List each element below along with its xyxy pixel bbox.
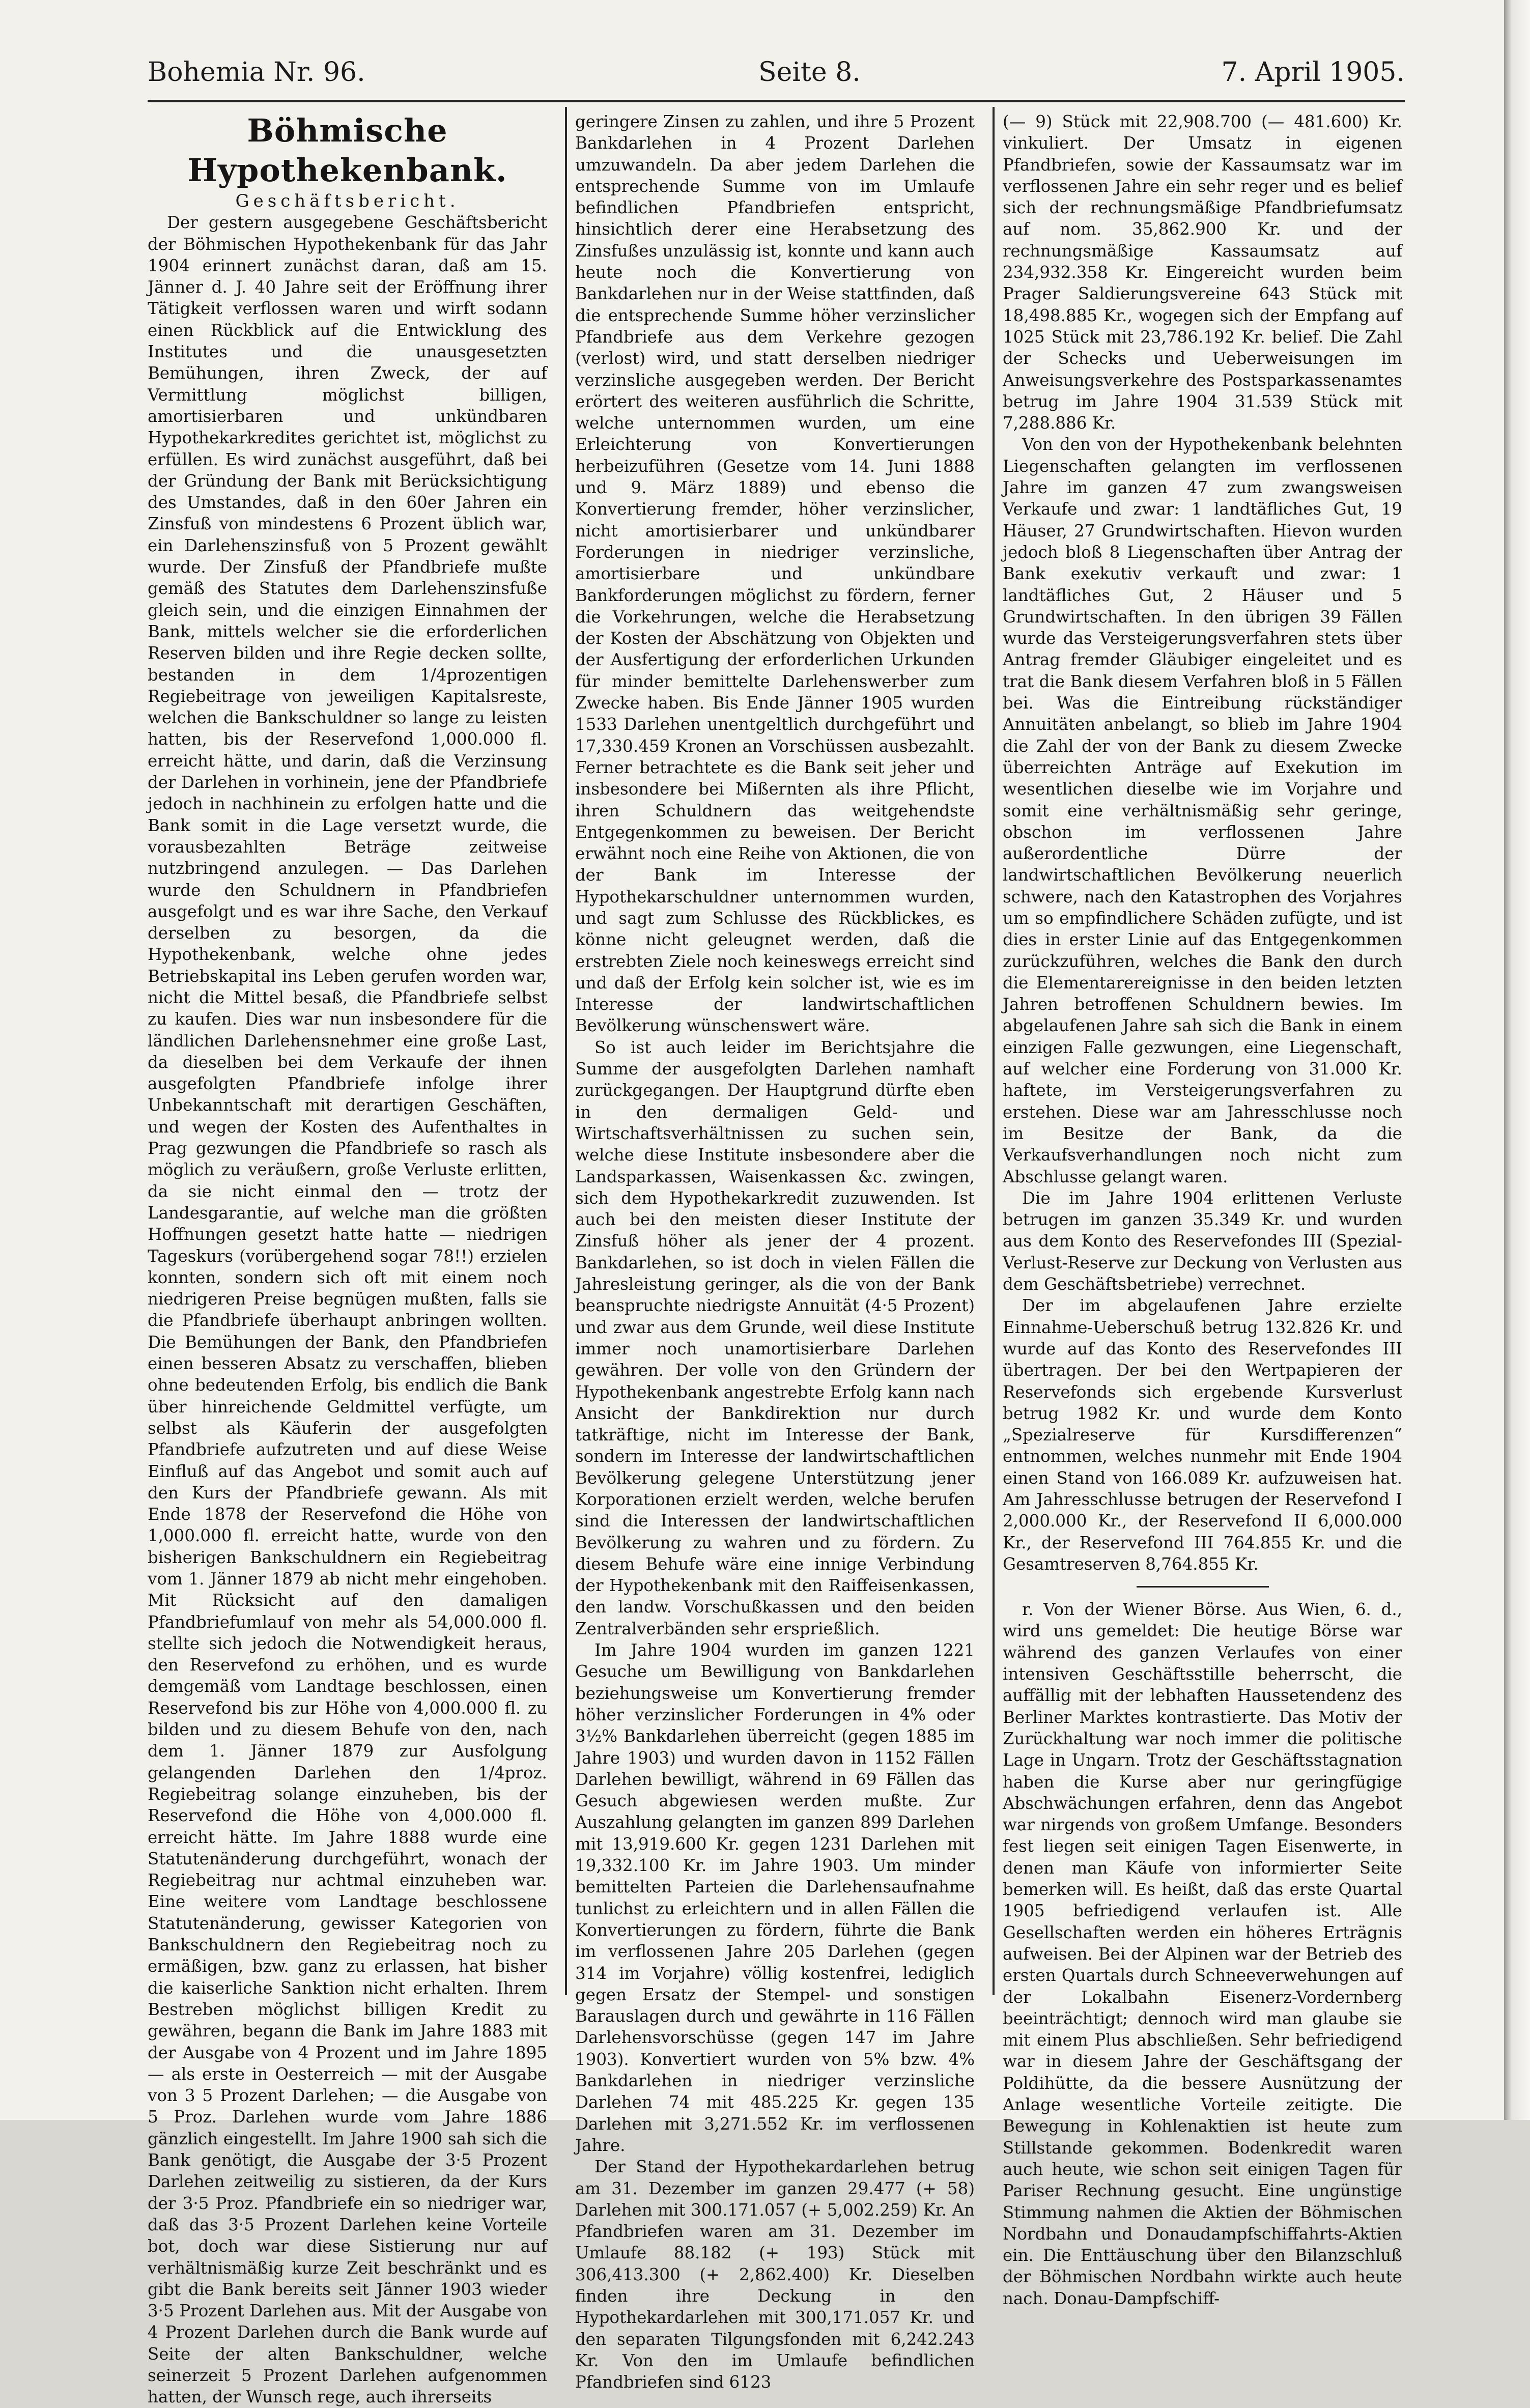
- article-paragraph: So ist auch leider im Berichtsjahre die Summe der ausgefolgten Darlehen namhaft zurückgegangen. Der Hauptgrund dürfte eben in den dermaligen Geld- und Wirtschaftsverhältnissen zu suchen sein, welche diese Institute insbesondere aber die Landsparkassen, Waisenkassen &c. zwingen, sich dem Hypothekarkredit zuzuwenden. Ist auch bei den meisten dieser Institute der Zinsfuß höher als jener der 4 prozent. Bankdarlehen, so ist doch in vielen Fällen die Jahresleistung geringer, als die von der Bank beanspruchte niedrigste Annuität (4·5 Prozent) und zwar aus dem Grunde, weil diese Institute immer noch unamortisierbare Darlehen gewähren. Der volle von den Gründern der Hypothekenbank angestrebte Erfolg kann nach Ansicht der Bankdirektion nur durch tatkräftige, nicht im Interesse der Bank, sondern im Interesse der landwirtschaftlichen Bevölkerung gelegene Unterstützung jener Korporationen erzielt werden, welche berufen sind die Interessen der landwirtschaftlichen Bevölkerung zu wahren und zu fördern. Zu diesem Behufe wäre eine innige Verbindung der Hypothekenbank mit den Raiffeisenkassen, den landw. Vorschußkassen und den beiden Zentralverbänden sehr ersprießlich.: [575, 1037, 975, 1638]
- column-3: [1003, 111, 1402, 2308]
- column-divider: [565, 107, 567, 1995]
- page-header: [148, 57, 1405, 98]
- header-page-number: Seite 8.: [758, 57, 861, 88]
- column-2: [575, 111, 975, 2392]
- article-subtitle: Geschäftsbericht.: [235, 191, 460, 211]
- article-paragraph: Der im abgelaufenen Jahre erzielte Einnahme-Ueberschuß betrug 132.826 Kr. und wurde auf das Konto des Reservefondes III übertragen. Der bei den Wertpapieren der Reservefonds sich ergebende Kursverlust betrug 1982 Kr. und wurde dem Konto „Spezialreserve für Kursdifferenzen“ entnommen, welches nunmehr mit Ende 1904 einen Stand von 166.089 Kr. aufzuweisen hat. Am Jahresschlusse betrugen der Reservefond I 2,000.000 Kr., der Reservefond II 6,000.000 Kr., der Reservefond III 764.855 Kr. und die Gesamtreserven 8,764.855 Kr.: [1003, 1296, 1402, 1574]
- page-edge: [1504, 0, 1530, 2120]
- article-paragraph: Von den von der Hypothekenbank belehnten Liegenschaften gelangten im verflossenen Jahre im ganzen 47 zum zwangsweisen Verkaufe und zwar: 1 landtäfliches Gut, 19 Häuser, 27 Grundwirtschaften. Hievon wurden jedoch bloß 8 Liegenschaften über Antrag der Bank exekutiv verkauft und zwar: 1 landtäfliches Gut, 2 Häuser und 5 Grundwirtschaften. In den übrigen 39 Fällen wurde das Versteigerungsverfahren stets über Antrag fremder Gläubiger eingeleitet und es trat die Bank diesem Verfahren bloß in 5 Fällen bei. Was die Eintreibung rückständiger Annuitäten anbelangt, so blieb im Jahre 1904 die Zahl der von der Bank zu diesem Zwecke überreichten Anträge auf Exekution im wesentlichen dieselbe wie im Vorjahre und somit eine verhältnismäßig sehr geringe, obschon im verflossenen Jahre außerordentliche Dürre der landwirtschaftlichen Bevölkerung neuerlich schwere, nach den Katastrophen des Vorjahres um so empfindlichere Schäden zufügte, und ist dies in erster Linie auf das Entgegenkommen zurückzuführen, welches die Bank den durch die Elementarereignisse in den beiden letzten Jahren betroffenen Schuldnern bewies. Im abgelaufenen Jahre sah sich die Bank in einem einzigen Falle gezwungen, eine Liegenschaft, auf welcher eine Forderung von 31.000 Kr. haftete, im Versteigerungsverfahren zu erstehen. Diese war am Jahresschlusse noch im Besitze der Bank, da die Verkaufsverhandlungen noch nicht zum Abschlusse gelangt waren.: [1003, 435, 1402, 1186]
- article-paragraph: geringere Zinsen zu zahlen, und ihre 5 Prozent Bankdarlehen in 4 Prozent Darlehen umzuwandeln. Da aber jedem Darlehen die entsprechende Summe von im Umlaufe befindlichen Pfandbriefen entspricht, hinsichtlich derer eine Herabsetzung des Zinsfußes unzulässig ist, konnte und kann auch heute noch die Konvertierung von Bankdarlehen nur in der Weise stattfinden, daß die entsprechende Summe höher verzinslicher Pfandbriefe aus dem Verkehre gezogen (verlost) wird, und statt derselben niedriger verzinsliche ausgegeben werden. Der Bericht erörtert des weiteren ausführlich die Schritte, welche unternommen wurden, um eine Erleichterung von Konvertierungen herbeizuführen (Gesetze vom 14. Juni 1888 und 9. März 1889) und ebenso die Konvertierung fremder, höher verzinslicher, nicht amortisierbarer und unkündbarer Forderungen in niedriger verzinsliche, amortisierbare und unkündbare Bankforderungen möglichst zu fördern, ferner die Vorkehrungen, welche die Herabsetzung der Kosten der Abschätzung von Objekten und der Ausfertigung der erforderlichen Urkunden für minder bemittelte Darlehenswerber zum Zwecke haben. Bis Ende Jänner 1905 wurden 1533 Darlehen unentgeltlich durchgeführt und 17,330.459 Kronen an Vorschüssen ausbezahlt. Ferner betrachtete es die Bank seit jeher und insbesondere bei Mißernten als ihre Pflicht, ihren Schuldnern das weitgehendste Entgegenkommen zu beweisen. Der Bericht erwähnt noch eine Reihe von Aktionen, die von der Bank im Interesse der Hypothekarschuldner unternommen wurden, und sagt zum Schlusse des Rückblickes, es könne nicht geleugnet werden, daß die erstrebten Ziele noch keineswegs erreicht sind und daß der Erfolg kein solcher ist, wie es im Interesse der landwirtschaftlichen Bevölkerung wünschenswert wäre.: [575, 112, 975, 1036]
- article-separator: [1137, 1586, 1269, 1588]
- article-paragraph: Der gestern ausgegebene Geschäftsbericht der Böhmischen Hypothekenbank für das Jahr 1904 erinnert zunächst daran, daß am 15. Jänner d. J. 40 Jahre seit der Eröffnung ihrer Tätigkeit verflossen waren und wirft sodann einen Rückblick auf die Entwicklung des Institutes und die unausgesetzten Bemühungen, ihren Zweck, der auf Vermittlung möglichst billigen, amortisierbaren und unkündbaren Hypothekarkredites gerichtet ist, möglichst zu erfüllen. Es wird zunächst ausgeführt, daß bei der Gründung der Bank mit Berücksichtigung des Umstandes, daß in den 60er Jahren ein Zinsfuß von mindestens 6 Prozent üblich war, ein Darlehenszinsfuß von 5 Prozent gewählt wurde. Der Zinsfuß der Pfandbriefe mußte gemäß des Statutes dem Darlehenszinsfuße gleich sein, und die einzigen Einnahmen der Bank, mittels welcher sie die erforderlichen Reserven bilden und ihre Regie decken sollte, bestanden in dem 1/4prozentigen Regiebeitrage von jeweiligen Kapitalsreste, welchen die Bankschuldner so lange zu leisten hatten, bis der Reservefond 1,000.000 fl. erreicht hätte, und darin, daß die Verzinsung der Darlehen in vorhinein, jene der Pfandbriefe jedoch in nachhinein zu erfolgen hatte und die Bank somit in die Lage versetzt wurde, die vorausbezahlten Beträge zeitweise nutzbringend anzulegen. — Das Darlehen wurde den Schuldnern in Pfandbriefen ausgefolgt und es war ihre Sache, den Verkauf derselben zu besorgen, da die Hypothekenbank, welche ohne jedes Betriebskapital ins Leben gerufen worden war, nicht die Mittel besaß, die Pfandbriefe selbst zu kaufen. Dies war nun insbesondere für die ländlichen Darlehensnehmer eine große Last, da dieselben bei dem Verkaufe der ihnen ausgefolgten Pfandbriefe infolge ihrer Unbekanntschaft mit derartigen Geschäften, und wegen der Kosten des Aufenthaltes in Prag gezwungen die Pfandbriefe so rasch als möglich zu veräußern, große Verluste erlitten, da sie nicht einmal den — trotz der Landesgarantie, auf welche man die größten Hoffnungen gesetzt hatte hatte — niedrigen Tageskurs (vorübergehend sogar 78!!) erzielen konnten, sondern sich oft mit einem noch niedrigeren Preise begnügen mußten, falls sie die Pfandbriefe überhaupt anbringen wollten. Die Bemühungen der Bank, den Pfandbriefen einen besseren Absatz zu verschaffen, blieben ohne bedeutenden Erfolg, bis endlich die Bank über hinreichende Geldmittel verfügte, um selbst als Käuferin der ausgefolgten Pfandbriefe aufzutreten und auf diese Weise Einfluß auf das Angebot und somit auch auf den Kurs der Pfandbriefe gewann. Als mit Ende 1878 der Reservefond die Höhe von 1,000.000 fl. erreicht hatte, wurde von den bisherigen Bankschuldnern ein Regiebeitrag vom 1. Jänner 1879 ab nicht mehr eingehoben. Mit Rücksicht auf den damaligen Pfandbriefumlauf von mehr als 54,000.000 fl. stellte sich jedoch die Notwendigkeit heraus, den Reservefond zu erhöhen, und es wurde demgemäß vom Landtage beschlossen, einen Reservefond bis zur Höhe von 4,000.000 fl. zu bilden und zu diesem Behufe von den, nach dem 1. Jänner 1879 zur Ausfolgung gelangenden Darlehen den 1/4proz. Regiebeitrag solange einzuheben, bis der Reservefond die Höhe von 4,000.000 fl. erreicht hätte. Im Jahre 1888 wurde eine Statutenänderung durchgeführt, wonach der Regiebeitrag nur achtmal einzuheben war. Eine weitere vom Landtage beschlossene Statutenänderung, gewisser Kategorien von Bankschuldnern den Regiebeitrag noch zu ermäßigen, bzw. ganz zu erlassen, hat bisher die kaiserliche Sanktion nicht erhalten. Ihrem Bestreben möglichst billigen Kredit zu gewähren, begann die Bank im Jahre 1883 mit der Ausgabe von 4 Prozent und im Jahre 1895 — als erste in Oesterreich — mit der Ausgabe von 3 5 Prozent Darlehen; — die Ausgabe von 5 Proz. Darlehen wurde vom Jahre 1886 gänzlich eingestellt. Im Jahre 1900 sah sich die Bank genötigt, die Ausgabe der 3·5 Prozent Darlehen zeitweilig zu sistieren, da der Kurs der 3·5 Proz. Pfandbriefe ein so niedriger war, daß das 3·5 Prozent Darlehen keine Vorteile bot, doch war diese Sistierung nur auf verhältnismäßig kurze Zeit beschränkt und es gibt die Bank bereits seit Jänner 1903 wieder 3·5 Prozent Darlehen aus. Mit der Ausgabe von 4 Prozent Darlehen durch die Bank wurde auf Seite der alten Bankschuldner, welche seinerzeit 5 Prozent Darlehen aufgenommen hatten, der Wunsch rege, auch ihrerseits: [148, 213, 547, 2407]
- article-paragraph: Die im Jahre 1904 erlittenen Verluste betrugen im ganzen 35.349 Kr. und wurden aus dem Konto des Reservefondes III (Spezial-Verlust-Reserve zur Deckung von Verlusten aus dem Geschäftsbetriebe) verrechnet.: [1003, 1188, 1402, 1294]
- column-divider: [993, 107, 995, 1995]
- header-issue: Bohemia Nr. 96.: [148, 57, 365, 88]
- article-paragraph: (— 9) Stück mit 22,908.700 (— 481.600) Kr. vinkuliert. Der Umsatz in eigenen Pfandbriefen, sowie der Kassaumsatz war im verflossenen Jahre ein sehr reger und es belief sich der rechnungsmäßige Pfandbriefumsatz auf nom. 35,862.900 Kr. und der rechnungsmäßige Kassaumsatz auf 234,932.358 Kr. Eingereicht wurden beim Prager Saldierungsvereine 643 Stück mit 18,498.885 Kr., wogegen sich der Empfang auf 1025 Stück mit 23,786.192 Kr. belief. Die Zahl der Schecks und Ueberweisungen im Anweisungsverkehre des Postsparkassenamtes betrug im Jahre 1904 31.539 Stück mit 7,288.886 Kr.: [1003, 112, 1402, 433]
- header-rule: [148, 100, 1405, 102]
- article-paragraph: r. Von der Wiener Börse. Aus Wien, 6. d., wird uns gemeldet: Die heutige Börse war während des ganzen Verlaufes von einer intensiven Geschäftsstille beherrscht, die auffällig mit der lebhaften Haussetendenz des Berliner Marktes kontrastierte. Das Motiv der Zurückhaltung war noch immer die politische Lage in Ungarn. Trotz der Geschäftsstagnation haben die Kurse aber nur geringfügige Abschwächungen erfahren, denn das Angebot war nirgends von großem Umfange. Besonders fest liegen seit einigen Tagen Eisenwerte, in denen man Käufe von informierter Seite bemerken will. Es heißt, daß das erste Quartal 1905 befriedigend verlaufen ist. Alle Gesellschaften werden ein höheres Erträgnis aufweisen. Bei der Alpinen war der Betrieb des ersten Quartals durch Schneeverwehungen auf der Lokalbahn Eisenerz-Vordernberg beeinträchtigt; dennoch wird man glaube sie mit einem Plus abschließen. Sehr befriedigend war in diesem Jahre der Geschäftsgang der Poldihütte, da die bessere Ausnützung der Anlage wesentliche Vorteile zeitigte. Die Bewegung in Kohlenaktien ist heute zum Stillstande gekommen. Bodenkredit waren auch heute, wie schon seit einigen Tagen für Pariser Rechnung gesucht. Eine ungünstige Stimmung nahmen die Aktien der Böhmischen Nordbahn und Donaudampfschiffahrts-Aktien ein. Die Enttäuschung über den Bilanzschluß der Böhmischen Nordbahn wirkte auch heute nach. Donau-Dampfschiff-: [1003, 1600, 1402, 2308]
- article-paragraph: Im Jahre 1904 wurden im ganzen 1221 Gesuche um Bewilligung von Bankdarlehen beziehungsweise um Konvertierung fremder höher verzinslicher Forderungen in 4% oder 3½% Bankdarlehen überreicht (gegen 1885 im Jahre 1903) und wurden davon in 1152 Fällen Darlehen bewilligt, während in 69 Fällen das Gesuch abgewiesen werden mußte. Zur Auszahlung gelangten im ganzen 899 Darlehen mit 13,919.600 Kr. gegen 1231 Darlehen mit 19,332.100 Kr. im Jahre 1903. Um minder bemittelten Parteien die Darlehensaufnahme tunlichst zu erleichtern und in allen Fällen die Konvertierungen zu fördern, führte die Bank im verflossenen Jahre 205 Darlehen (gegen 314 im Vorjahre) völlig kostenfrei, lediglich gegen Ersatz der Stempel- und sonstigen Barauslagen durch und gewährte in 116 Fällen Darlehensvorschüsse (gegen 147 im Jahre 1903). Konvertiert wurden von 5% bzw. 4% Bankdarlehen in niedriger verzinsliche Darlehen 74 mit 485.225 Kr. gegen 135 Darlehen mit 3,271.552 Kr. im verflossenen Jahre.: [575, 1640, 975, 2155]
- article-paragraph: Der Stand der Hypothekardarlehen betrug am 31. Dezember im ganzen 29.477 (+ 58) Darlehen mit 300.171.057 (+ 5,002.259) Kr. An Pfandbriefen waren am 31. Dezember im Umlaufe 88.182 (+ 193) Stück mit 306,413.300 (+ 2,862.400) Kr. Dieselben finden ihre Deckung in den Hypothekardarlehen mit 300,171.057 Kr. und den separaten Tilgungsfonden mit 6,242.243 Kr. Von den im Umlaufe befindlichen Pfandbriefen sind 6123: [575, 2157, 975, 2392]
- article-title: Böhmische Hypothekenbank.: [187, 112, 507, 189]
- header-date: 7. April 1905.: [1221, 57, 1405, 88]
- column-1: [148, 111, 547, 2407]
